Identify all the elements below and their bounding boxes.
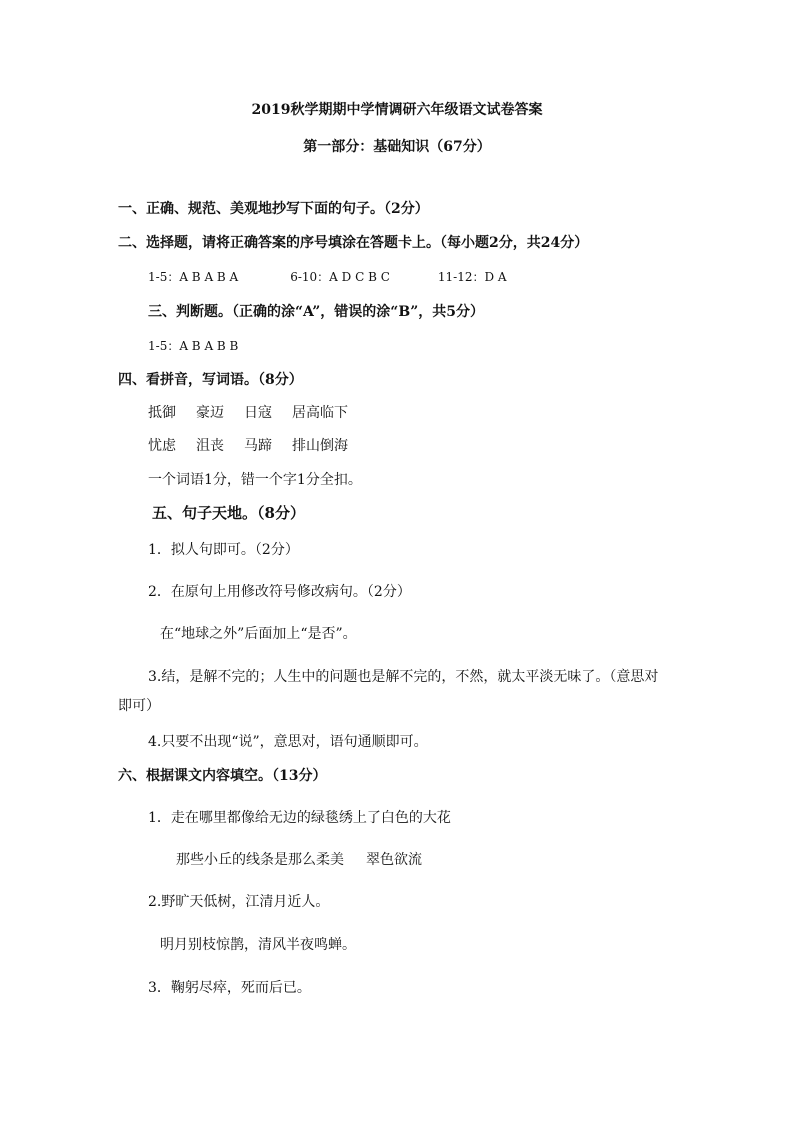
answers-11-12: 11-12：D A xyxy=(437,270,507,284)
part-one-heading: 第一部分：基础知识（67分） xyxy=(303,139,491,155)
word-item: 沮丧 xyxy=(196,438,224,454)
word-item: 日寇 xyxy=(244,405,272,421)
section-five-item-2: 2．在原句上用修改符号修改病句。（2分） xyxy=(148,584,411,600)
section-four-row-1 xyxy=(148,404,348,422)
section-two-answers xyxy=(148,268,507,286)
section-five-item-2-answer: 在“地球之外”后面加上“是否”。 xyxy=(160,626,357,642)
section-six-item-2-answer: 明月别枝惊鹊，清风半夜鸣蝉。 xyxy=(160,937,356,953)
answers-1-5: 1-5：A B A B A xyxy=(148,270,239,284)
section-five-item-3: 3.结，是解不完的；人生中的问题也是解不完的，不然，就太平淡无味了。（意思对 xyxy=(148,669,659,685)
word-item: 忧虑 xyxy=(148,438,176,454)
word-item: 马蹄 xyxy=(244,438,272,454)
section-six-item-2: 2.野旷天低树，江清月近人。 xyxy=(148,894,330,910)
word-item: 居高临下 xyxy=(292,405,348,421)
section-one-heading: 一、正确、规范、美观地抄写下面的句子。（2分） xyxy=(118,201,429,217)
section-six-heading: 六、根据课文内容填空。（13分） xyxy=(118,768,327,784)
section-two-heading: 二、选择题，请将正确答案的序号填涂在答题卡上。（每小题2分，共24分） xyxy=(118,235,589,251)
section-six-item-3: 3．鞠躬尽瘁，死而后已。 xyxy=(148,980,311,996)
answer-blank-1: 那些小丘的线条是那么柔美 xyxy=(176,852,344,868)
section-five-item-3-continued: 即可） xyxy=(118,698,160,714)
section-six-item-1-answer xyxy=(176,851,422,869)
section-six-item-1: 1．走在哪里都像给无边的绿毯绣上了白色的大花 xyxy=(148,810,451,826)
section-five-item-4: 4.只要不出现“说”，意思对，语句通顺即可。 xyxy=(148,734,428,750)
section-five-heading: 五、句子天地。（8分） xyxy=(152,504,305,522)
section-five-item-1: 1．拟人句即可。（2分） xyxy=(148,542,299,558)
answers-6-10: 6-10：A D C B C xyxy=(290,270,390,284)
section-three-answers: 1-5：A B A B B xyxy=(148,339,239,353)
section-four-note: 一个词语1分，错一个字1分全扣。 xyxy=(148,472,362,488)
answer-blank-2: 翠色欲流 xyxy=(366,852,422,868)
section-three-heading: 三、判断题。（正确的涂“A”，错误的涂“B”，共5分） xyxy=(148,304,484,320)
word-item: 豪迈 xyxy=(196,405,224,421)
word-item: 排山倒海 xyxy=(292,438,348,454)
section-four-heading: 四、看拼音，写词语。（8分） xyxy=(118,372,303,388)
word-item: 抵御 xyxy=(148,405,176,421)
document-title: 2019秋学期期中学情调研六年级语文试卷答案 xyxy=(251,102,543,118)
section-four-row-2 xyxy=(148,437,348,455)
